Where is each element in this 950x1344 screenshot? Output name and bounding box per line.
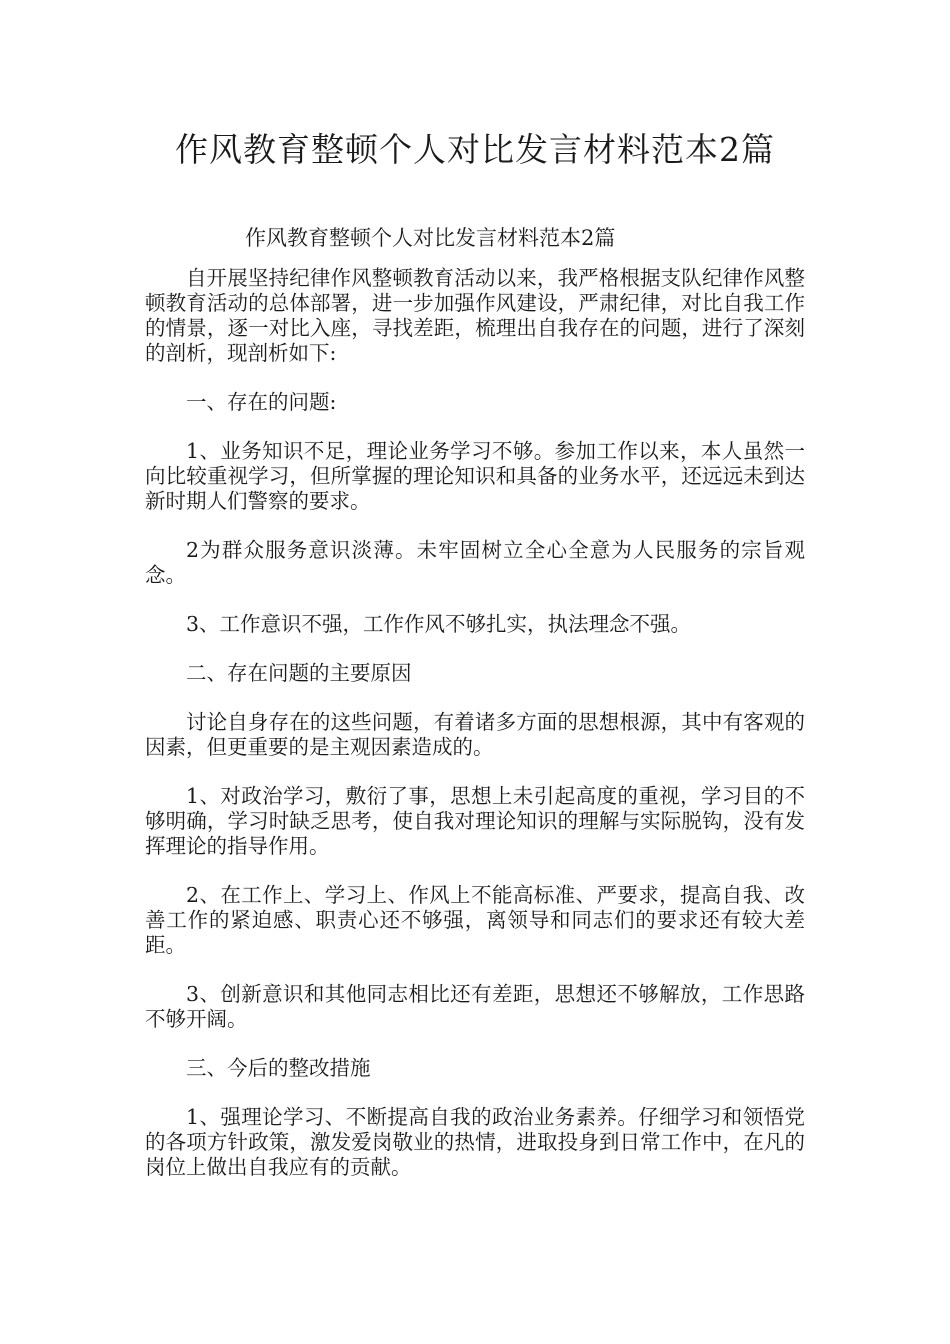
paragraph-cause-1: 1、对政治学习，敷衍了事，思想上未引起高度的重视，学习目的不够明确，学习时缺乏思考，使自我对理论知识的理解与实际脱钩，没有发挥理论的指导作用。	[145, 784, 805, 858]
section-heading-causes: 二、存在问题的主要原因	[186, 661, 412, 685]
paragraph-cause-3: 3、创新意识和其他同志相比还有差距，思想还不够解放，工作思路不够开阔。	[145, 982, 805, 1031]
section-heading-problems: 一、存在的问题:	[186, 390, 337, 414]
document-body	[145, 266, 805, 1204]
paragraph-cause-2: 2、在工作上、学习上、作风上不能高标准、严要求，提高自我、改善工作的紧迫感、职责心还不够强，离领导和同志们的要求还有较大差距。	[145, 883, 805, 957]
paragraph-causes-intro: 讨论自身存在的这些问题，有着诸多方面的思想根源，其中有客观的因素，但更重要的是主观因素造成的。	[145, 710, 805, 759]
paragraph-measure-1: 1、强理论学习、不断提高自我的政治业务素养。仔细学习和领悟党的各项方针政策，激发爱岗敬业的热情，进取投身到日常工作中，在凡的岗位上做出自我应有的贡献。	[145, 1105, 805, 1179]
document-subtitle: 作风教育整顿个人对比发言材料范本2篇	[245, 226, 616, 250]
section-heading-measures: 三、今后的整改措施	[186, 1056, 371, 1080]
paragraph-problem-2: 2为群众服务意识淡薄。未牢固树立全心全意为人民服务的宗旨观念。	[145, 538, 805, 587]
paragraph-problem-3: 3、工作意识不强，工作作风不够扎实，执法理念不强。	[186, 612, 692, 636]
paragraph-problem-1: 1、业务知识不足，理论业务学习不够。参加工作以来，本人虽然一向比较重视学习，但所掌握的理论知识和具备的业务水平，还远远未到达新时期人们警察的要求。	[145, 439, 805, 513]
document-title: 作风教育整顿个人对比发言材料范本2篇	[175, 130, 775, 169]
paragraph-intro: 自开展坚持纪律作风整顿教育活动以来，我严格根据支队纪律作风整顿教育活动的总体部署，进一步加强作风建设，严肃纪律，对比自我工作的情景，逐一对比入座，寻找差距，梳理出自我存在的问题，进行了深刻的剖析，现剖析如下:	[145, 266, 805, 365]
